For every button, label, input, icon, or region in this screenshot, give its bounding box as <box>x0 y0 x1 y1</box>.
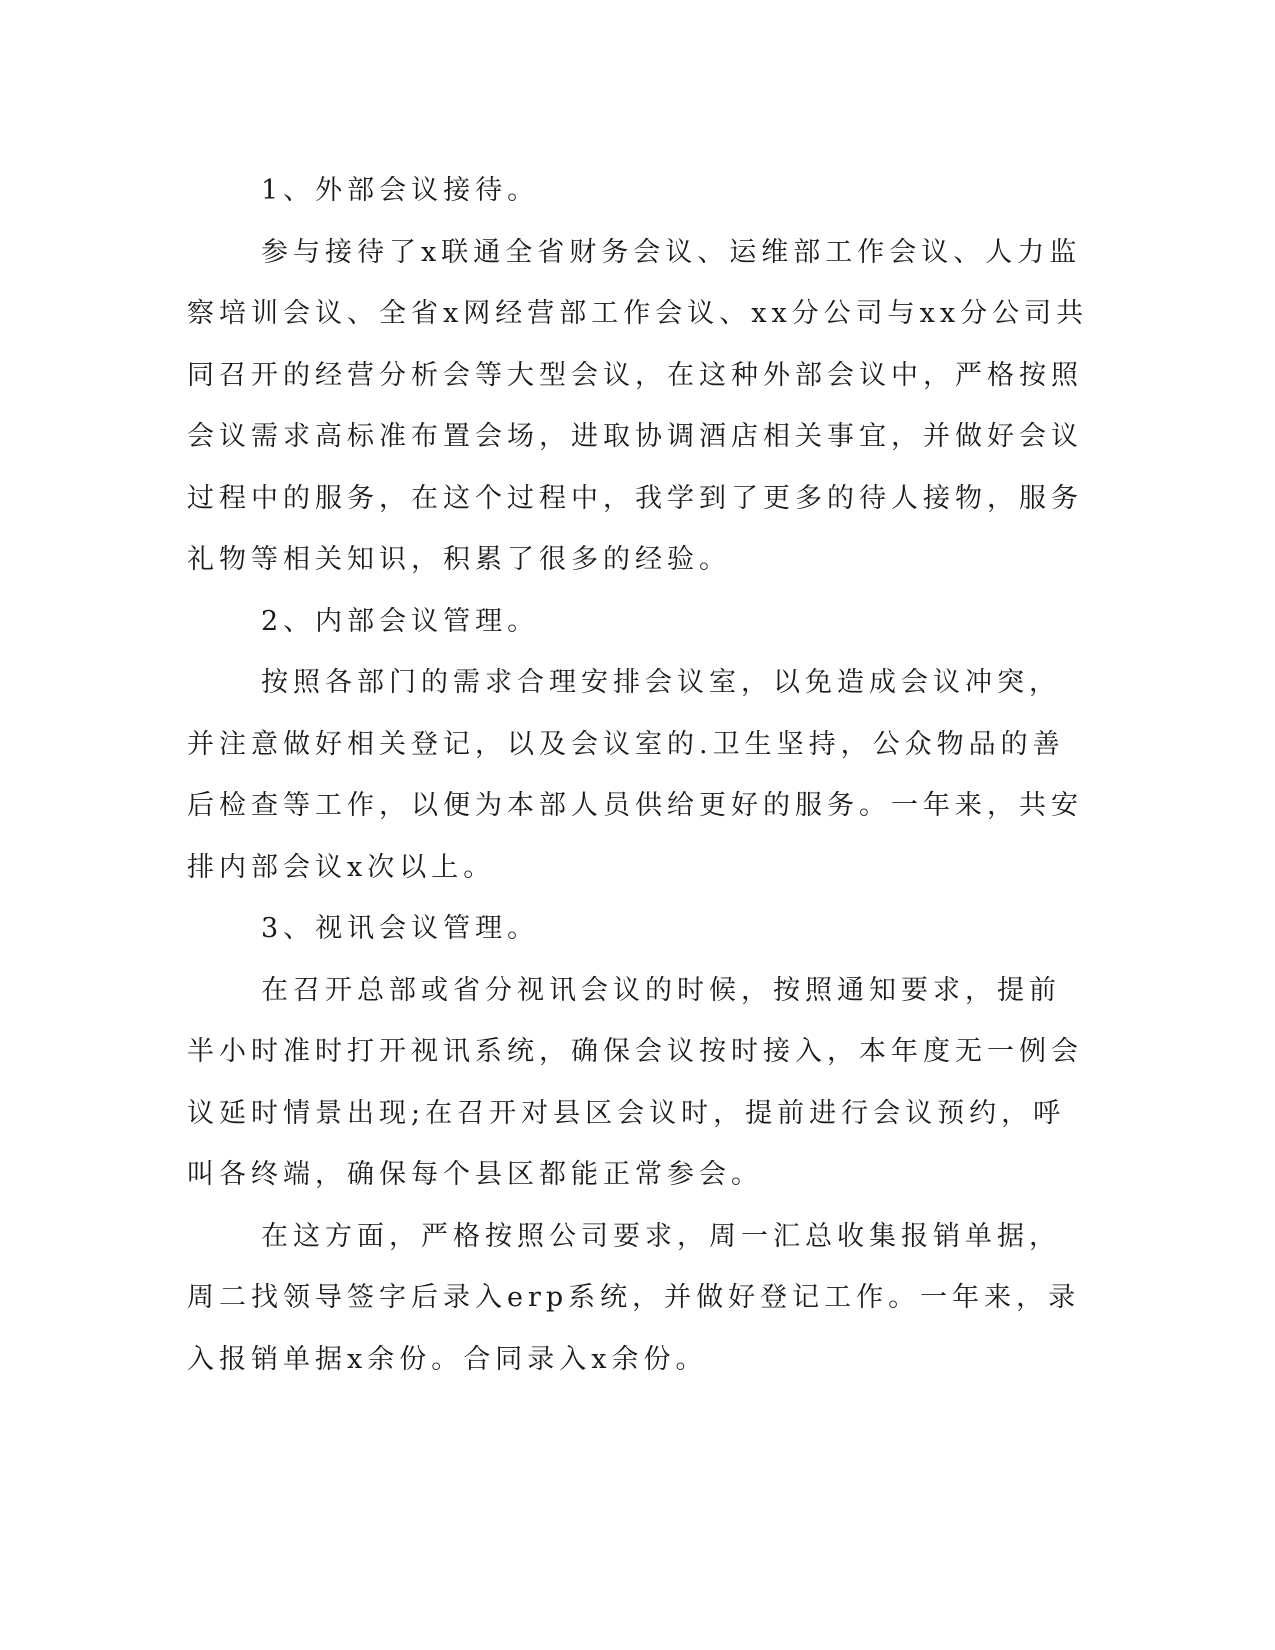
paragraph-external-meetings: 参与接待了x联通全省财务会议、运维部工作会议、人力监察培训会议、全省x网经营部工作会议、xx分公司与xx分公司共同召开的经营分析会等大型会议，在这种外部会议中，严格按照会议需求高标准布置会场，进取协调酒店相关事宜，并做好会议过程中的服务，在这个过程中，我学到了更多的待人接物，服务礼物等相关知识，积累了很多的经验。 <box>187 236 1089 575</box>
section-heading-external-meetings: 1、外部会议接待。 <box>261 175 540 206</box>
paragraph-reimbursement: 在这方面，严格按照公司要求，周一汇总收集报销单据，周二找领导签字后录入erp系统，并做好登记工作。一年来，录入报销单据x余份。合同录入x余份。 <box>187 1220 1081 1375</box>
section-heading-internal-meetings: 2、内部会议管理。 <box>261 605 540 637</box>
paragraph-video-meetings: 在召开总部或省分视讯会议的时候，按照通知要求，提前半小时准时打开视讯系统，确保会议按时接入，本年度无一例会议延时情景出现;在召开对县区会议时，提前进行会议预约，呼叫各终端，确保每个县区都能正常参会。 <box>187 974 1083 1190</box>
section-heading-video-meetings: 3、视讯会议管理。 <box>261 913 540 944</box>
paragraph-internal-meetings: 按照各部门的需求合理安排会议室，以免造成会议冲突，并注意做好相关登记，以及会议室的.卫生坚持，公众物品的善后检查等工作，以便为本部人员供给更好的服务。一年来，共安排内部会议x次以上。 <box>187 667 1083 883</box>
document-body <box>187 160 1092 1390</box>
